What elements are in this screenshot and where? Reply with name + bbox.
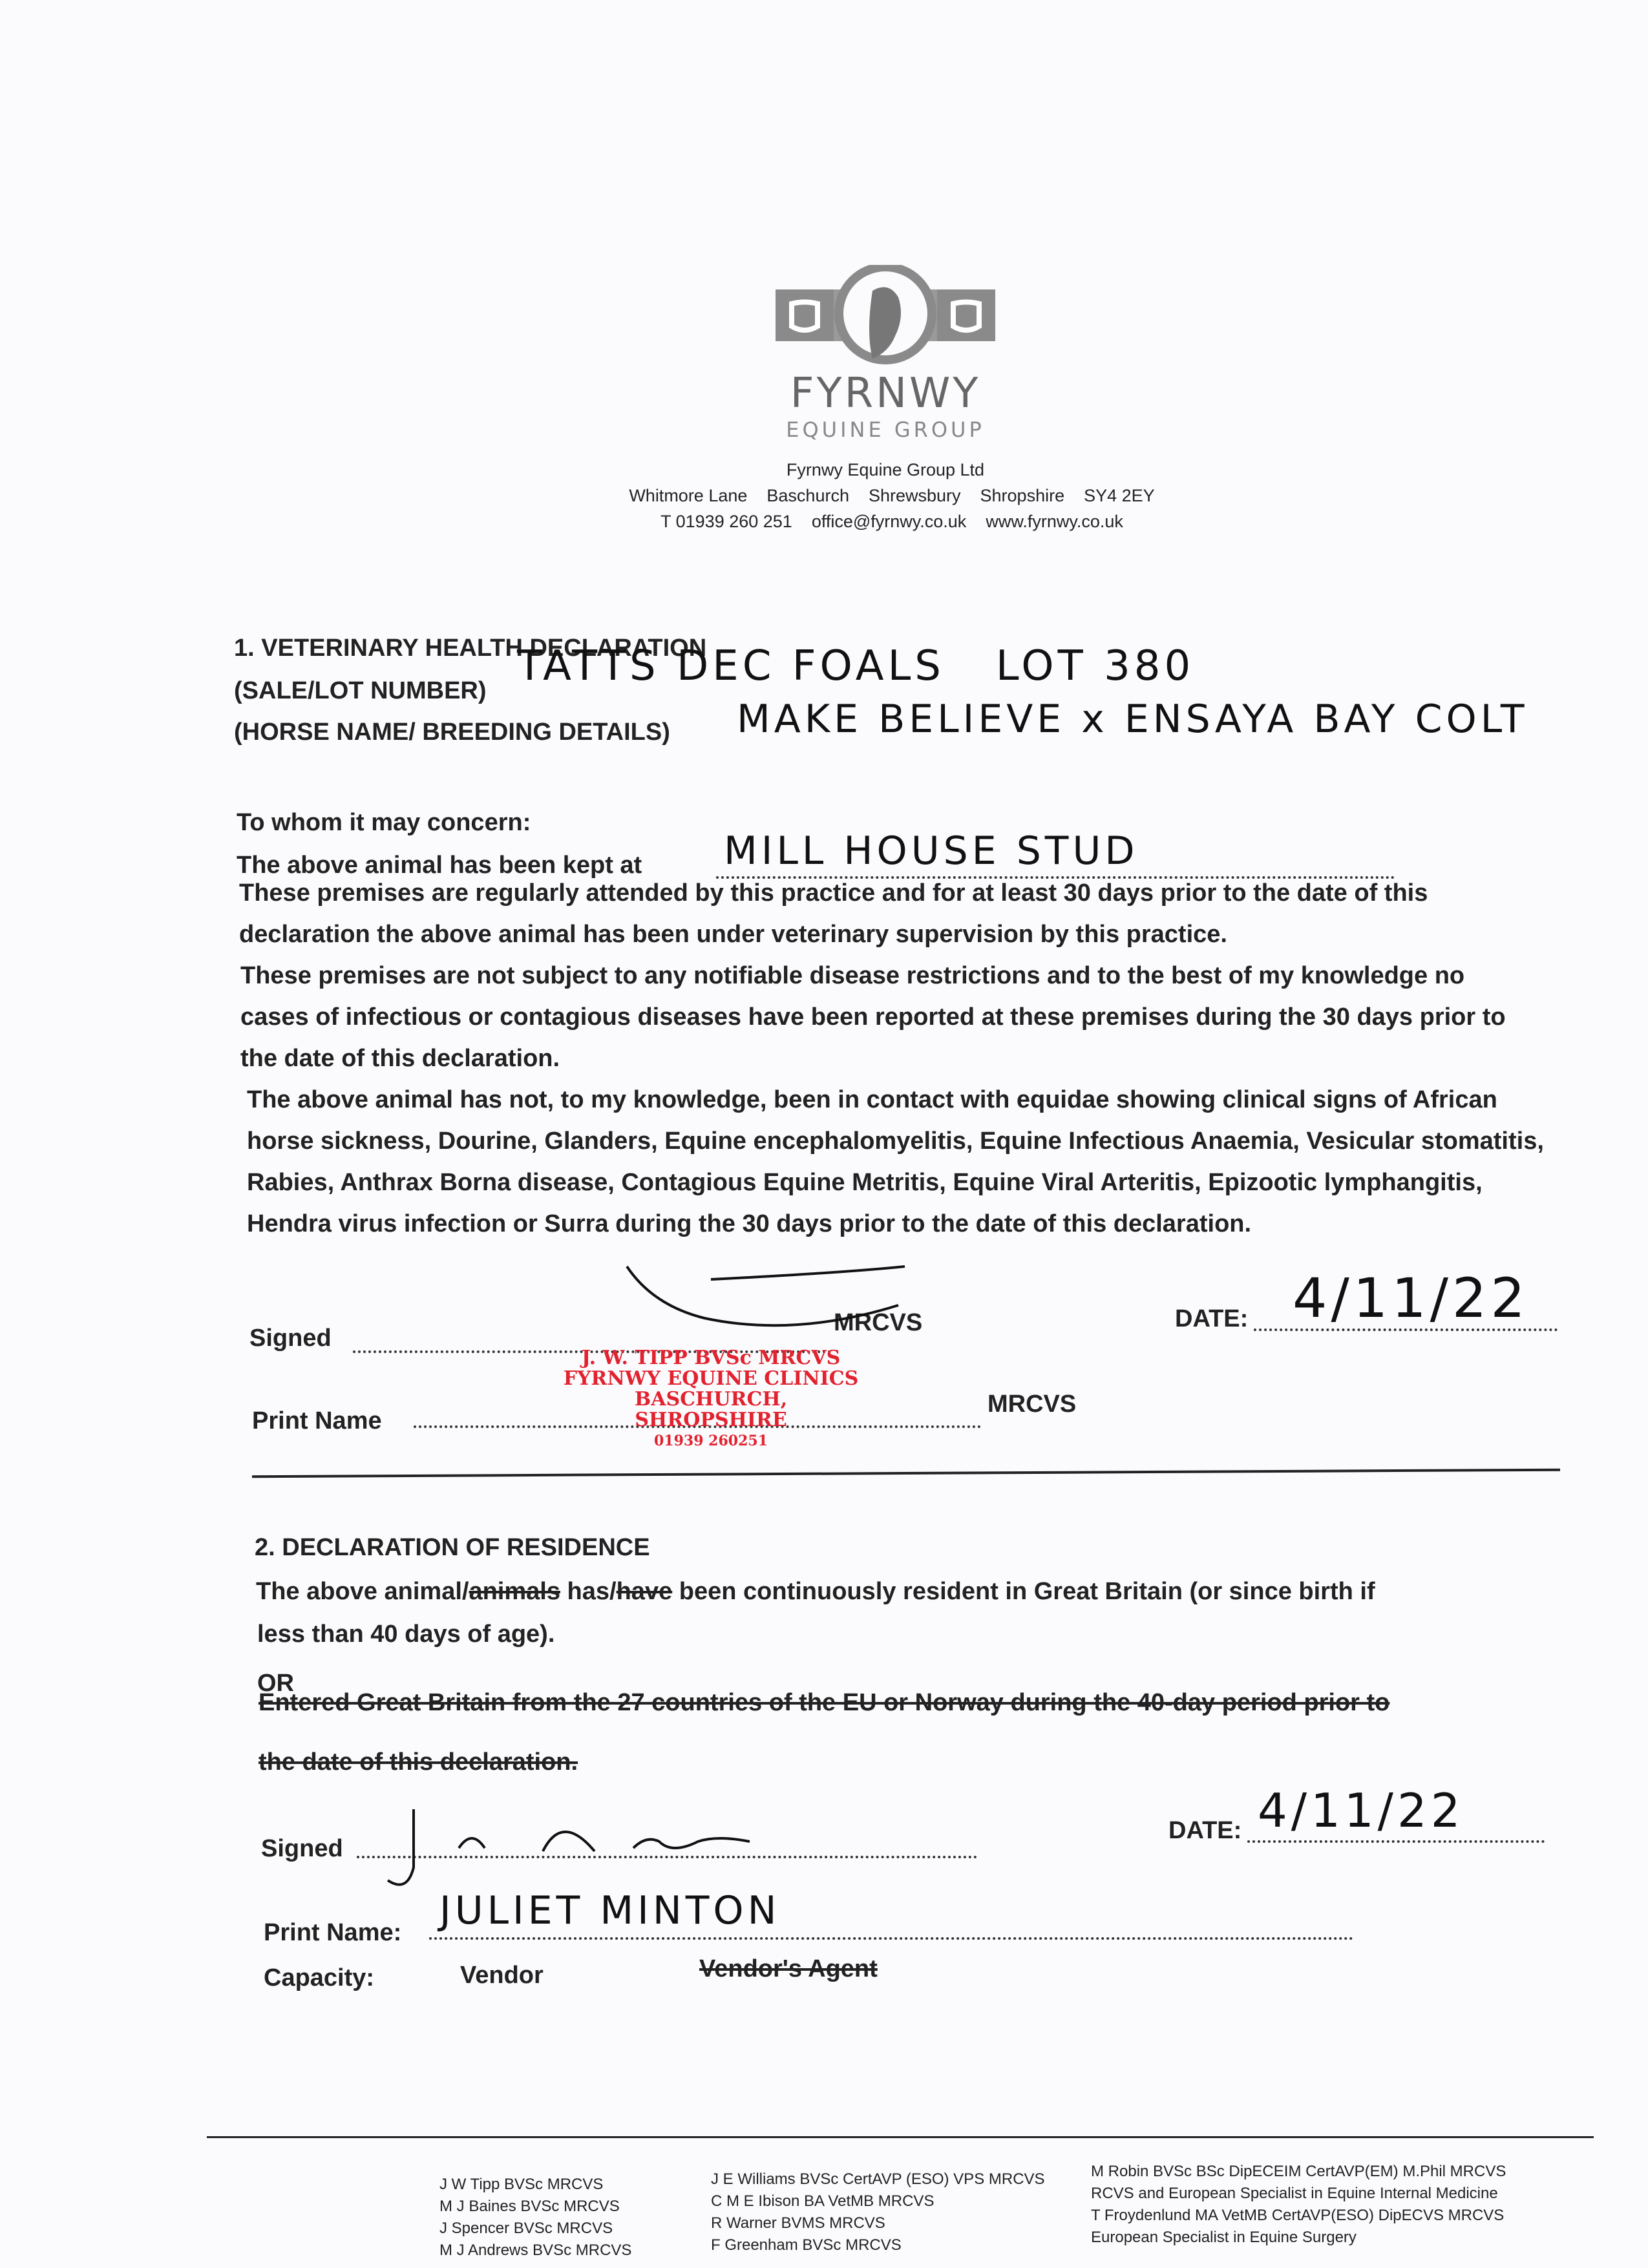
footer-vet: J W Tipp BVSc MRCVS xyxy=(439,2176,604,2193)
vet-practice-stamp xyxy=(556,1348,866,1451)
section2-title: 2. DECLARATION OF RESIDENCE xyxy=(255,1534,650,1561)
horse-name-label: (HORSE NAME/ BREEDING DETAILS) xyxy=(234,719,670,746)
kept-at-label: The above animal has been kept at xyxy=(237,852,642,879)
section-divider xyxy=(252,1469,1560,1478)
capacity-vendors-agent: Vendor's Agent xyxy=(699,1955,878,1982)
company-address: Whitmore Lane Baschurch Shrewsbury Shropshire SY4 2EY xyxy=(629,486,1155,505)
company-logo xyxy=(776,265,995,368)
footer-vets-column-1 xyxy=(439,2174,631,2262)
capacity-vendor: Vendor xyxy=(460,1962,544,1989)
footer-vet: M Robin BVSc BSc DipECEIM CertAVP(EM) M.Phil MRCVS xyxy=(1091,2163,1506,2180)
footer-vets-column-2 xyxy=(711,2168,1045,2256)
vet-signed-mrcvs: MRCVS xyxy=(834,1309,923,1336)
sale-lot-label: (SALE/LOT NUMBER) xyxy=(234,677,487,704)
vendor-date-value: 4/11/22 xyxy=(1258,1783,1464,1838)
stamp-line: 01939 260251 xyxy=(653,1433,768,1449)
footer-vet: M J Baines BVSc MRCVS xyxy=(439,2198,620,2215)
paragraph-premises: These premises are regularly attended by this practice and for at least 30 days prior to the date of this declaration the above animal has been under veterinary supervision by this practice. xyxy=(239,879,1428,948)
sale-lot-value: TATTS DEC FOALS LOT 380 xyxy=(517,642,1195,690)
footer-vet: M J Andrews BVSc MRCVS xyxy=(439,2242,632,2259)
footer-divider xyxy=(207,2136,1594,2138)
company-name: Fyrnwy Equine Group Ltd xyxy=(786,460,985,479)
stamp-line: BASCHURCH, SHROPSHIRE xyxy=(634,1388,788,1431)
residence-text: has/ xyxy=(560,1578,617,1605)
vet-print-name-label: Print Name xyxy=(252,1407,382,1434)
footer-vet: J E Williams BVSc CertAVP (ESO) VPS MRCVS xyxy=(711,2170,1045,2188)
vendor-print-name-value: JULIET MINTON xyxy=(439,1888,781,1933)
residence-line1 xyxy=(256,1578,1587,1606)
vet-date-value: 4/11/22 xyxy=(1293,1266,1529,1330)
vet-print-mrcvs: MRCVS xyxy=(988,1391,1077,1418)
vendor-print-name-label: Print Name: xyxy=(264,1919,402,1946)
section1-title: 1. VETERINARY HEALTH DECLARATION xyxy=(234,635,707,662)
company-contact: T 01939 260 251 office@fyrnwy.co.uk www.fyrnwy.co.uk xyxy=(660,512,1123,531)
struck-alternative-line1: Entered Great Britain from the 27 countries of the EU or Norway during the 40-day period prior to xyxy=(259,1689,1390,1716)
footer-vet: F Greenham BVSc MRCVS xyxy=(711,2236,902,2254)
struck-alternative-line2: the date of this declaration. xyxy=(259,1748,578,1776)
stamp-line: FYRNWY EQUINE CLINICS xyxy=(563,1367,859,1390)
residence-text: been continuously resident in Great Britain (or since birth if xyxy=(672,1578,1375,1605)
residence-line2: less than 40 days of age). xyxy=(257,1621,555,1648)
struck-word: animals xyxy=(469,1578,560,1605)
paragraph-restrictions: These premises are not subject to any notifiable disease restrictions and to the best of my knowledge no cases of infectious or contagious diseases have been reported at these premises during the 30 days prior to the date of this declaration. xyxy=(240,962,1506,1072)
or-label: OR xyxy=(257,1670,294,1697)
logo-subtitle: EQUINE GROUP xyxy=(786,417,985,442)
vendor-date-label: DATE: xyxy=(1168,1817,1242,1844)
footer-vet: T Froydenlund MA VetMB CertAVP(ESO) DipECVS MRCVS xyxy=(1091,2207,1505,2224)
horse-logo-icon xyxy=(776,265,995,368)
footer-vet: J Spencer BVSc MRCVS xyxy=(439,2220,613,2237)
paragraph-diseases: The above animal has not, to my knowledge, been in contact with equidae showing clinical signs of African horse sickness, Dourine, Glanders, Equine encephalomyelitis, Equine Infectious Anaemia, Vesicular stomatitis, Rabies, Anthrax Borna disease, Contagious Equine Metritis, Equine Viral Arteritis, Epizootic lymphangitis, Hendra virus infection or Surra during the 30 days prior to the date of this declaration. xyxy=(247,1086,1544,1237)
capacity-label: Capacity: xyxy=(264,1964,375,1991)
kept-at-value: MILL HOUSE STUD xyxy=(724,828,1139,874)
struck-word: have xyxy=(616,1578,673,1605)
footer-vet: RCVS and European Specialist in Equine Internal Medicine xyxy=(1091,2185,1498,2202)
vet-date-label: DATE: xyxy=(1175,1305,1249,1332)
footer-vet: European Specialist in Equine Surgery xyxy=(1091,2229,1357,2246)
horse-name-value: MAKE BELIEVE x ENSAYA BAY COLT xyxy=(737,697,1528,742)
footer-vet: R Warner BVMS MRCVS xyxy=(711,2214,885,2232)
footer-vets-column-3 xyxy=(1091,2161,1506,2249)
footer-vet: C M E Ibison BA VetMB MRCVS xyxy=(711,2192,935,2210)
vet-signature-mark xyxy=(607,1254,995,1357)
vendor-signed-label: Signed xyxy=(261,1835,343,1862)
stamp-line: J. W. TIPP BVSc MRCVS xyxy=(581,1347,841,1369)
logo-name: FYRNWY xyxy=(790,370,981,417)
vet-signed-label: Signed xyxy=(249,1325,332,1352)
greeting: To whom it may concern: xyxy=(237,809,531,836)
residence-text: The above animal/ xyxy=(256,1578,469,1605)
